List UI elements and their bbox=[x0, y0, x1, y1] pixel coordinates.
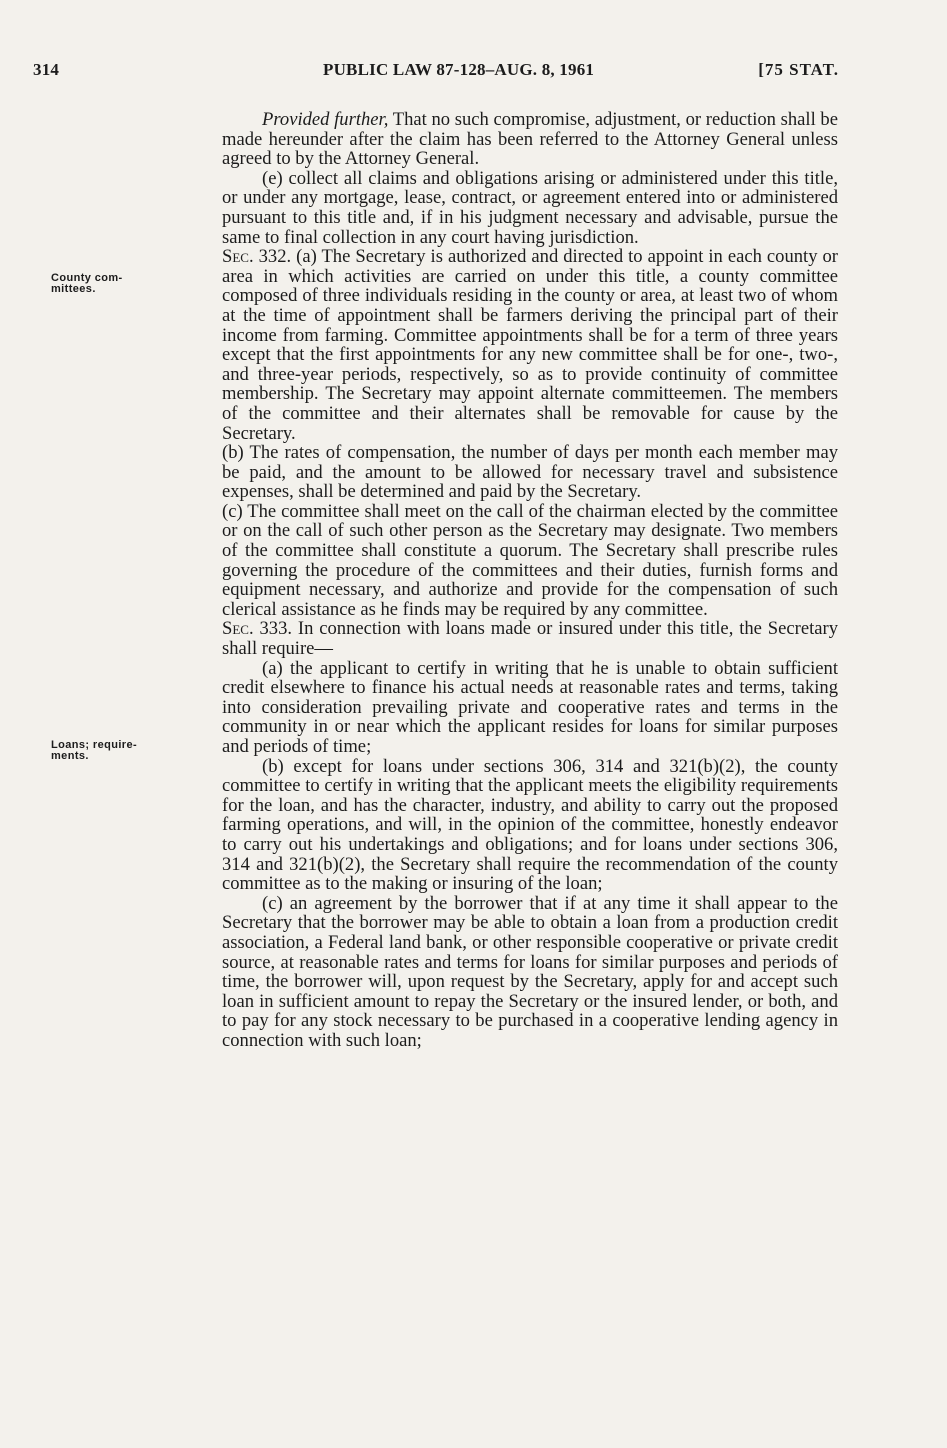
proviso-italic: Provided further, bbox=[262, 109, 389, 130]
margin-note-line: Loans; require- bbox=[51, 739, 138, 751]
section-label: Sec. 333. bbox=[222, 618, 293, 640]
margin-note-county-committees bbox=[33, 273, 173, 295]
section-text: In connection with loans made or insured under this title, the Secretary shall require— bbox=[222, 618, 838, 660]
page-number: 314 bbox=[33, 60, 60, 79]
margin-note-line: ments. bbox=[51, 750, 89, 762]
margin-note-loans-requirements bbox=[33, 740, 173, 762]
statute-reference: [75 STAT. bbox=[758, 60, 839, 79]
section-332-b: (b) The rates of compensation, the number of days per month each member may be paid, and the amount to be allowed for necessary travel and subsistence expenses, shall be determined and paid by the Secretary. bbox=[222, 442, 838, 503]
law-title: PUBLIC LAW 87-128–AUG. 8, 1961 bbox=[323, 60, 595, 79]
section-332-a bbox=[182, 247, 838, 443]
paragraph-proviso bbox=[182, 110, 838, 169]
section-333-intro bbox=[182, 619, 838, 658]
paragraph-e: (e) collect all claims and obligations arising or administered under this title, or under any mortgage, lease, contract, or agreement entered into or administered pursuant to this title and, if in his judgment necessary and advisable, pursue the same to final collection in any court having jurisdiction. bbox=[222, 167, 838, 248]
margin-note-line: mittees. bbox=[51, 283, 96, 295]
section-333-a: (a) the applicant to certify in writing that he is unable to obtain sufficient credit elsewhere to finance his actual needs at reasonable rates and terms, taking into consideration prevailing private and cooperative rates and terms in the community in or near which the applicant resides for loans for similar purposes and periods of time; bbox=[222, 657, 838, 757]
section-label: Sec. 332. bbox=[222, 246, 292, 268]
proviso-text: That no such compromise, adjustment, or reduction shall be made hereunder after the claim has been referred to the Attorney General unless agreed to by the Attorney General. bbox=[222, 109, 838, 170]
section-333-b: (b) except for loans under sections 306, 314 and 321(b)(2), the county committee to certify in writing that the applicant meets the eligibility requirements for the loan, and has the character, industry, and ability to carry out the proposed farming operations, and will, in the opinion of the committee, honestly endeavor to carry out his undertakings and obligations; and for loans under sections 306, 314 and 321(b)(2), the Secretary shall require the recommendation of the county committee as to the making or insuring of the loan; bbox=[222, 755, 838, 895]
section-text: (a) The Secretary is authorized and directed to appoint in each county or area in which activities are carried on under this title, a county committee composed of three individuals residing in the county or area, at least two of whom at the time of appointment shall be farmers deriving the principal part of their income from farming. Committee appointments shall be for a term of three years except that the first appointments for any new committee shall be for one-, two-, and three-year periods, respectively, so as to provide continuity of committee membership. The Secretary may appoint alternate committeemen. The members of the committee and their alternates shall be removable for cause by the Secretary. bbox=[222, 246, 838, 444]
running-head bbox=[33, 60, 839, 84]
body-text bbox=[182, 110, 838, 1051]
section-332-c: (c) The committee shall meet on the call of the chairman elected by the committee or on the call of such other person as the Secretary may designate. Two members of the committee shall constitute a quorum. The Secretary shall prescribe rules governing the procedure of the committees and their duties, furnish forms and equipment necessary, and authorize and provide for the compensation of such clerical assistance as he finds may be required by any committee. bbox=[222, 500, 838, 620]
margin-note-line: County com- bbox=[51, 272, 123, 284]
section-333-c: (c) an agreement by the borrower that if at any time it shall appear to the Secretary that the borrower may be able to obtain a loan from a production credit association, a Federal land bank, or other responsible cooperative or private credit source, at reasonable rates and terms for loans for similar purposes and periods of time, the borrower will, upon request by the Secretary, apply for and accept such loan in sufficient amount to repay the Secretary or the insured lender, or both, and to pay for any stock necessary to be purchased in a cooperative lending agency in connection with such loan; bbox=[222, 892, 838, 1051]
